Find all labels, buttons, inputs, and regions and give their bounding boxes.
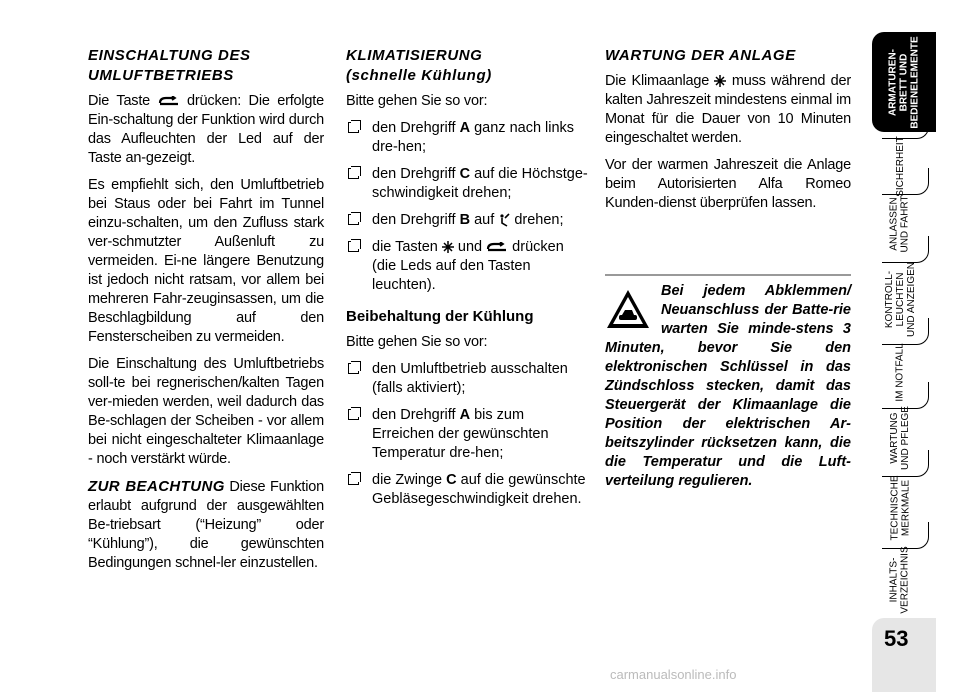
heading-air-conditioning: [346, 46, 588, 86]
text: auf: [474, 212, 495, 228]
steps-list: [346, 360, 588, 509]
recirculation-icon: [486, 242, 508, 252]
warning-box: [605, 274, 851, 491]
list-item: [346, 211, 588, 230]
snowflake-icon: [442, 241, 454, 253]
text: drücken (die Leds auf den Tasten leuchten).: [372, 239, 564, 293]
text: auf die Höchstge-schwindigkeit drehen;: [372, 166, 588, 201]
tab-divider: [882, 168, 929, 195]
text: bis zum Erreichen der gewünschten Temperatur dre-hen;: [372, 407, 549, 461]
checkbox-bullet-icon: [348, 168, 359, 179]
text: ganz nach links dre-hen;: [372, 120, 575, 155]
text: den Drehgriff: [372, 407, 456, 423]
text: den Drehgriff: [372, 212, 456, 228]
recirculation-icon: [158, 96, 180, 106]
tab-divider: [882, 450, 929, 477]
text: Die Klimaanlage: [605, 73, 710, 89]
list-item: [346, 360, 588, 398]
note-label: ZUR BEACHTUNG: [88, 478, 225, 495]
note-text: Diese Funktion erlaubt aufgrund der ausgewählten Be-triebsart (“Heizung” oder “Kühlung”), die gewünschten Bedingungen schnel-ler einzustellen.: [88, 479, 324, 571]
heading-line-2: (schnelle Kühlung): [346, 67, 492, 84]
text: muss während der kalten Jahreszeit mindestens einmal im Monat für die Dauer von 10 Minuten eingeschaltet werden.: [605, 73, 851, 146]
tab-label: WARTUNG UND PFLEGE: [889, 406, 911, 470]
text: drehen;: [514, 212, 564, 228]
tab-divider: [882, 522, 929, 549]
intro-text: Bitte gehen Sie so vor:: [346, 334, 488, 350]
list-item: [346, 406, 588, 463]
text: drücken: Die erfolgte Ein-schaltung der Funktion wird durch das Aufleuchten der Led auf der Taste an-gezeigt.: [88, 93, 324, 166]
warning-text: Bei jedem Abklemmen/ Neuanschluss der Batte-rie warten Sie minde-stens 3 Minuten, bevor Sie den elektronischen Schlüssel in das Zündschloss stecken, damit das Steuergerät der Klimaanlage die Position der elektrischen Ar-beitszylinder rücksetzen kann, die die Temperatur und die Luft-verteilung regulieren.: [605, 283, 851, 489]
text: den Drehgriff: [372, 120, 456, 136]
tab-label: ARMATUREN- BRETT UND BEDIENELEMENTE: [887, 35, 921, 129]
tab-label: INHALTS- VERZEICHNIS: [889, 546, 912, 614]
key-letter: B: [459, 212, 471, 228]
maintenance-para-2: Vor der warmen Jahreszeit die Anlage beim Autorisierten Alfa Romeo Kunden-dienst überprüfen lassen.: [605, 157, 851, 211]
tab-divider: [882, 382, 929, 409]
maintenance-para-1: [605, 72, 851, 148]
column-recirculation: [88, 46, 324, 581]
checkbox-bullet-icon: [348, 363, 359, 374]
recirculation-para-3: Die Einschaltung des Umluftbetriebs soll-te bei regnerischen/kalten Tagen ver-mieden werden, weil dadurch das Be-schlagen der Scheiben - vor allem bei nicht eingeschalteter Klimaanlage - noch verstärkt würde.: [88, 356, 324, 467]
subheading-keep-cooling: Beibehaltung der Kühlung: [346, 308, 534, 325]
list-item: [346, 119, 588, 157]
text: auf die gewünschte Gebläsegeschwindigkeit drehen.: [372, 472, 586, 507]
text: Die Taste: [88, 93, 151, 109]
page-number-box: [872, 618, 936, 692]
column-maintenance: [605, 46, 851, 221]
intro-text: Bitte gehen Sie so vor:: [346, 93, 488, 109]
watermark: carmanualsonline.info: [610, 667, 737, 682]
heading-line-1: EINSCHALTUNG DES: [88, 47, 251, 64]
key-letter: C: [446, 472, 457, 488]
key-letter: C: [459, 166, 471, 182]
column-air-conditioning: [346, 46, 588, 517]
key-letter: A: [459, 120, 471, 136]
tab-index[interactable]: [872, 546, 928, 614]
heading-line-2: UMLUFTBETRIEBS: [88, 67, 234, 84]
text: und: [457, 239, 483, 255]
recirculation-note: [88, 477, 324, 573]
checkbox-bullet-icon: [348, 214, 359, 225]
text: die Tasten: [372, 239, 438, 255]
chapter-tabs: [862, 0, 960, 692]
warning-triangle-icon: [605, 288, 651, 330]
tab-label: KONTROLL- LEUCHTEN UND ANZEIGEN: [883, 261, 917, 337]
checkbox-bullet-icon: [348, 474, 359, 485]
heading-line-1: KLIMATISIERUNG: [346, 47, 483, 64]
heading-recirculation: [88, 46, 324, 86]
list-item: [346, 471, 588, 509]
snowflake-icon: [714, 75, 726, 87]
key-letter: A: [459, 407, 471, 423]
recirculation-para-2: Es empfiehlt sich, den Umluftbetrieb bei Staus oder bei Fahrt im Tunnel einzu-schalten, um den Zufluss stark ver-schmutzter Außenluft zu vermeiden. Ei-ne längere Benutzung ist jedoch nicht ratsam, vor allem bei mehreren Fahr-zeuginsassen, um die Beschlagbildung auf den Fensterscheiben zu vermeiden.: [88, 177, 324, 345]
checkbox-bullet-icon: [348, 409, 359, 420]
air-distribution-icon: [498, 213, 510, 227]
list-item: [346, 238, 588, 295]
steps-list: [346, 119, 588, 295]
tab-divider: [882, 112, 929, 139]
checkbox-bullet-icon: [348, 122, 359, 133]
tab-label: TECHNISCHE MERKMALE: [889, 475, 912, 541]
page-number: 53: [884, 626, 909, 651]
tab-label: SICHERHEIT: [894, 135, 906, 197]
text: den Umluftbetrieb ausschalten (falls aktiviert);: [372, 361, 568, 396]
list-item: [346, 165, 588, 203]
tab-divider: [882, 318, 929, 345]
text: die Zwinge: [372, 472, 443, 488]
text: den Drehgriff: [372, 166, 456, 182]
tab-label: ANLASSEN UND FAHRT: [889, 195, 912, 253]
heading-maintenance: WARTUNG DER ANLAGE: [605, 47, 796, 64]
recirculation-para-1: [88, 92, 324, 168]
tab-label: IM NOTFALL: [894, 342, 906, 402]
checkbox-bullet-icon: [348, 241, 359, 252]
tab-divider: [882, 236, 929, 263]
